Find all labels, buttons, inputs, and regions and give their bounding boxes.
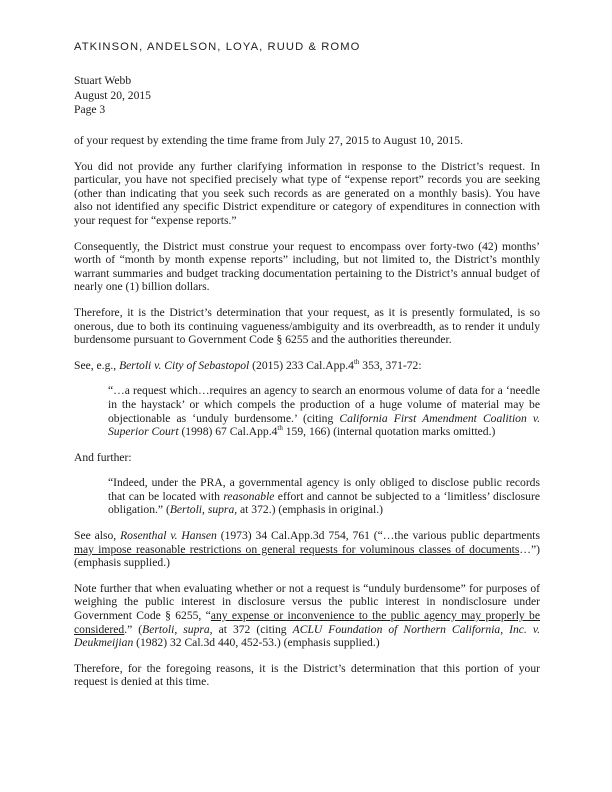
letter-body <box>74 134 540 701</box>
case-cfac: California First Amendment Coalition v. Superior Court <box>108 411 541 439</box>
block-quote-2 <box>108 476 540 517</box>
quote2-cite: Bertoli, supra, <box>169 503 238 517</box>
note-further-text: Note further that when evaluating whether or not a request is “unduly burdensome” for purposes of weighing the public interest in disclosure versus the public interest in nondisclosure under Government Code § 6255, “ <box>74 581 540 623</box>
quote1-citation: (1998) 67 Cal.App.4 <box>178 425 278 439</box>
paragraph-continuation: of your request by extending the time frame from July 27, 2015 to August 10, 2015. <box>74 134 463 147</box>
paragraph-no-clarification: You did not provide any further clarifying information in response to the District’s request. In particular, you have not specified precisely what type of “expense report” records you are seeking (other than indicating that you seek such records as are generated on a monthly basis). You have also not identified any specific District expenditure or category of expenditures in connection with your request for “expense reports.” <box>74 159 540 227</box>
quote2-tail: at 372.) (emphasis in original.) <box>237 503 383 517</box>
see-also-text: See also, <box>74 529 121 543</box>
see-also-citation: (1973) 34 Cal.App.3d 754, 761 (“…the various public departments <box>216 529 540 543</box>
see-eg-text: See, e.g., <box>74 358 120 372</box>
paragraph-determination: Therefore, it is the District’s determination that your request, as it is presently formulated, is so onerous, due to both its continuing vagueness/ambiguity and its overbreadth, as to render it unduly burdensome pursuant to Government Code § 6255 and the authorities thereunder. <box>74 305 540 347</box>
citation-pages: 353, 371-72: <box>359 358 422 372</box>
case-aclu: ACLU Foundation of Northern California, Inc. v. Deukmeijian <box>74 622 541 650</box>
quote1-superscript: th <box>277 424 283 433</box>
paragraph-note-further <box>74 582 540 650</box>
note-further-mid: at 372 (citing <box>212 622 293 636</box>
block-quote-1 <box>108 384 540 438</box>
letter-header <box>74 74 151 118</box>
note-further-cite: Bertoli, supra, <box>142 622 213 636</box>
firm-letterhead: ATKINSON, ANDELSON, LOYA, RUUD & ROMO <box>74 41 361 53</box>
see-also-tail: …”) (emphasis supplied.) <box>74 542 540 570</box>
citation-text: (2015) 233 Cal.App.4 <box>249 358 354 372</box>
paragraph-consequently: Consequently, the District must construe your request to encompass over forty-two (42) months’ worth of “month by month expense reports” including, but not limited to, the District’s monthly warrant summaries and budget tracking documentation pertaining to the District’s annual budget of nearly one (1) billion dollars. <box>74 239 540 294</box>
letter-date: August 20, 2015 <box>74 88 151 102</box>
note-further-tail: (1982) 32 Cal.3d 440, 452-53.) (emphasis supplied.) <box>133 636 380 650</box>
note-further-close: .” ( <box>124 622 143 636</box>
recipient-name: Stuart Webb <box>74 74 132 87</box>
quote2-text: “Indeed, under the PRA, a governmental agency is only obliged to disclose public records that can be located with <box>108 476 540 503</box>
paragraph-see-eg <box>74 359 540 373</box>
note-further-underlined: any expense or inconvenience to the public agency may properly be considered <box>74 609 541 636</box>
quote2-middle: effort and cannot be subjected to a ‘limitless’ disclosure obligation.” ( <box>108 489 540 517</box>
paragraph-and-further: And further: <box>74 450 132 464</box>
quote1-tail: 159, 166) (internal quotation marks omitted.) <box>282 425 496 439</box>
see-also-underlined: may impose reasonable restrictions on general requests for voluminous classes of documents <box>74 542 520 556</box>
case-bertoli: Bertoli v. City of Sebastopol <box>119 358 250 372</box>
page-number: Page 3 <box>74 103 106 116</box>
quote1-text: “…a request which…requires an agency to search an enormous volume of data for a ‘needle in the haystack’ or which compels the production of a huge volume of material may be objectionable as ‘unduly burdensome.’ (citing <box>108 384 540 425</box>
quote2-emphasis: reasonable <box>223 489 275 503</box>
citation-superscript: th <box>353 357 360 366</box>
paragraph-see-also <box>74 529 540 570</box>
paragraph-conclusion: Therefore, for the foregoing reasons, it is the District’s determination that this portion of your request is denied at this time. <box>74 661 540 689</box>
case-rosenthal: Rosenthal v. Hansen <box>120 529 217 543</box>
